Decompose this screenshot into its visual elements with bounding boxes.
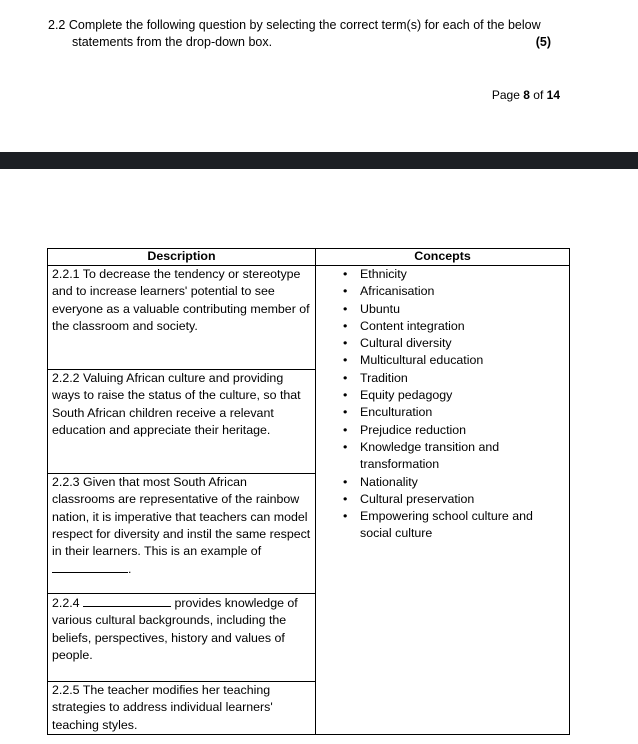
concept-item: • Content integration bbox=[320, 318, 565, 335]
question-table bbox=[47, 248, 570, 735]
description-2-2-3-text: 2.2.3 Given that most South African classrooms are representative of the rainbow nation, it is imperative that teachers can model respect for diversity and instil the same respect in their learners. This is an example of bbox=[52, 475, 311, 559]
description-2-2-4 bbox=[48, 594, 316, 682]
answer-blank-2-2-4 bbox=[83, 594, 171, 607]
concept-item: • Cultural preservation bbox=[320, 491, 565, 508]
concept-item: • Africanisation bbox=[320, 283, 565, 300]
concept-item: • Enculturation bbox=[320, 404, 565, 421]
question-heading bbox=[48, 17, 568, 51]
table-row bbox=[48, 266, 570, 370]
description-2-2-3 bbox=[48, 474, 316, 594]
concept-item: • Empowering school culture and social culture bbox=[320, 508, 565, 543]
concept-item: • Tradition bbox=[320, 370, 565, 387]
answer-blank-2-2-3 bbox=[52, 560, 128, 573]
description-2-2-1: 2.2.1 To decrease the tendency or stereotype and to increase learners' potential to see everyone as a valuable contributing member of the classroom and society. bbox=[48, 266, 316, 370]
header-concepts: Concepts bbox=[316, 249, 570, 266]
page-total: 14 bbox=[546, 88, 560, 102]
description-2-2-5: 2.2.5 The teacher modifies her teaching strategies to address individual learners' teaching styles. bbox=[48, 682, 316, 735]
question-line-1 bbox=[48, 17, 568, 34]
description-2-2-2: 2.2.2 Valuing African culture and providing ways to raise the status of the culture, so that South African children receive a relevant education and appreciate their heritage. bbox=[48, 370, 316, 474]
header-description: Description bbox=[48, 249, 316, 266]
table-header-row bbox=[48, 249, 570, 266]
description-2-2-4-number: 2.2.4 bbox=[52, 596, 84, 610]
question-number: 2.2 bbox=[48, 18, 66, 32]
concept-item: • Nationality bbox=[320, 474, 565, 491]
concept-item: • Equity pedagogy bbox=[320, 387, 565, 404]
concept-item: • Multicultural education bbox=[320, 352, 565, 369]
description-2-2-3-end: . bbox=[128, 562, 132, 577]
concepts-list bbox=[320, 266, 565, 543]
question-marks: (5) bbox=[535, 35, 551, 49]
concept-item: • Ethnicity bbox=[320, 266, 565, 283]
page-current: 8 bbox=[523, 88, 530, 102]
page-indicator bbox=[492, 88, 560, 102]
concept-item: • Ubuntu bbox=[320, 301, 565, 318]
question-instruction-1: Complete the following question by selecting the correct term(s) for each of the below bbox=[68, 18, 541, 32]
concept-item: • Prejudice reduction bbox=[320, 422, 565, 439]
concepts-cell bbox=[316, 266, 570, 735]
page-label: Page bbox=[491, 88, 520, 102]
page-divider-bar bbox=[0, 152, 638, 169]
page-of: of bbox=[533, 88, 544, 102]
question-instruction-2: statements from the drop-down box. bbox=[72, 35, 273, 49]
concept-item: • Cultural diversity bbox=[320, 335, 565, 352]
question-line-2 bbox=[48, 34, 568, 51]
concept-item: • Knowledge transition and transformation bbox=[320, 439, 565, 474]
description-2-2-4-text: provides knowledge of various cultural backgrounds, including the beliefs, perspectives, history and values of people. bbox=[52, 596, 298, 662]
